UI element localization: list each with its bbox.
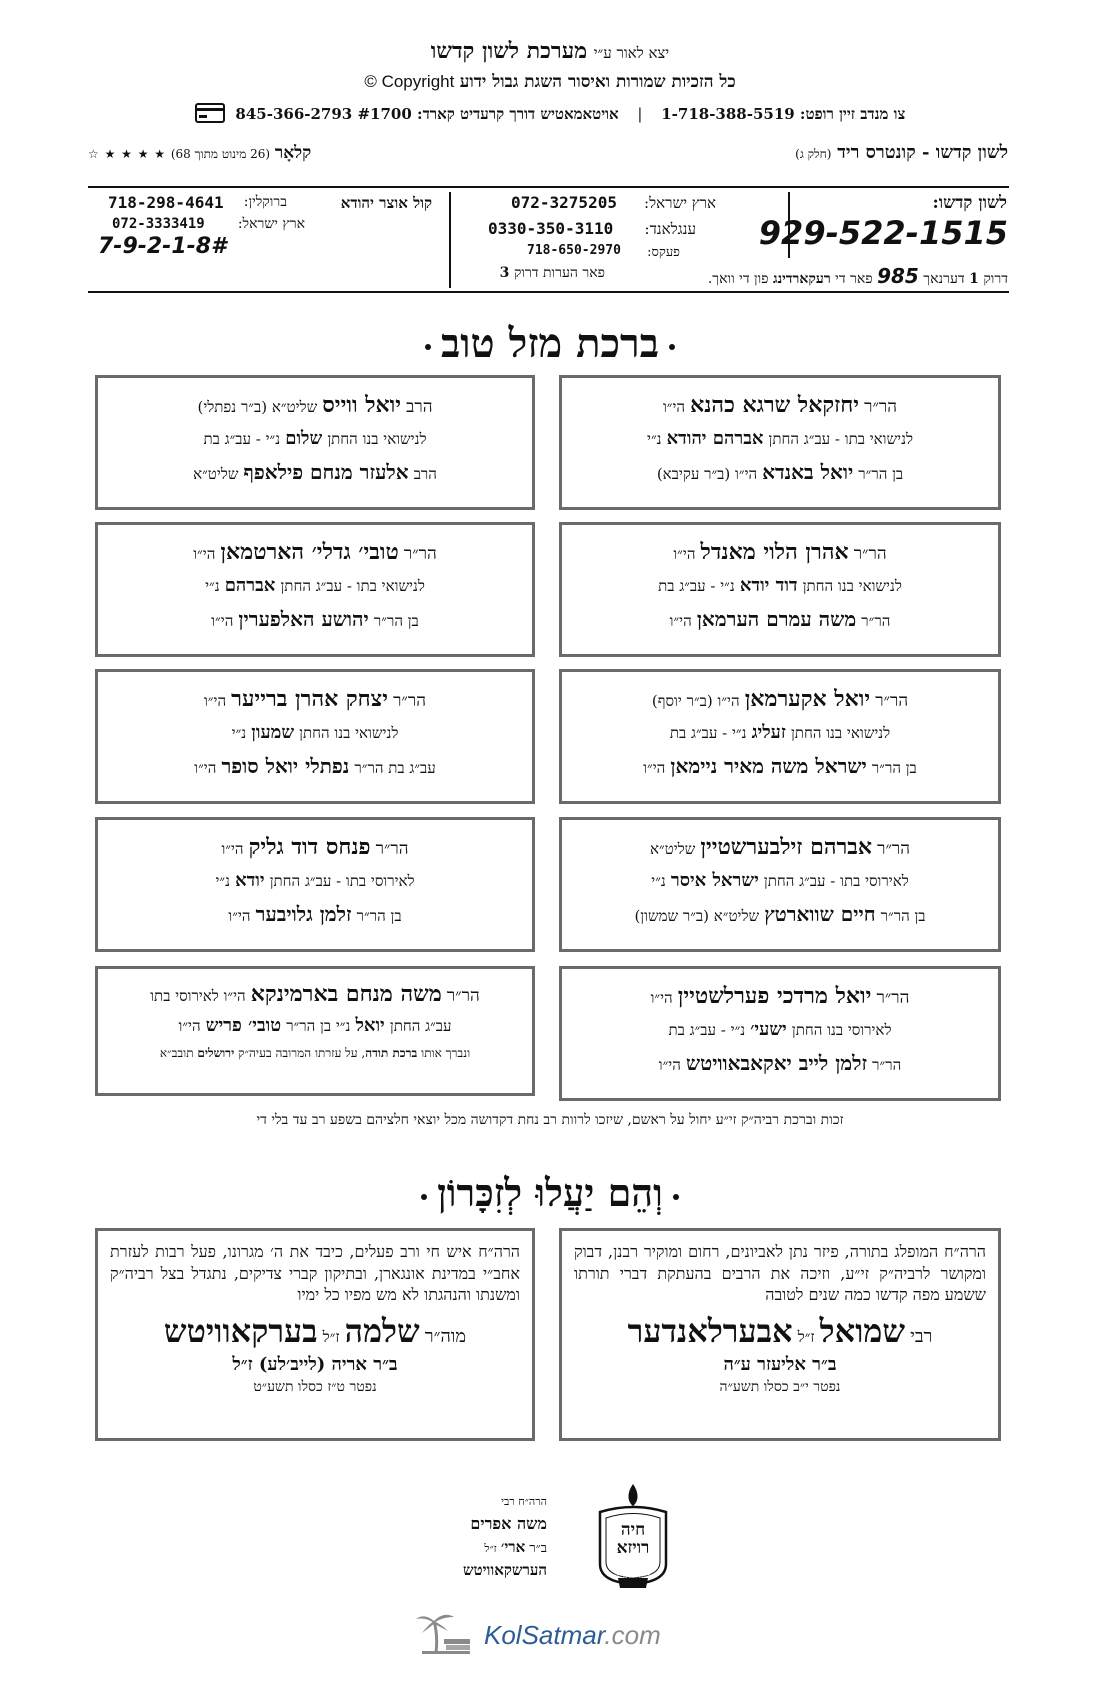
box-text-l3_name: נפתלי יואל סופר [221, 754, 350, 778]
donate-separator: | [637, 105, 643, 123]
publisher-name: מערכת לשון קדשו [430, 38, 588, 64]
box-text-l1_name: אברהם זילבערשטיין [700, 834, 873, 860]
mazel-tov-box [559, 522, 1001, 657]
box-text-l1_suf: הי״ו [662, 398, 686, 416]
box-text-l2_suf: נ״י [205, 577, 220, 595]
box-text-l1_pre: הר״ר [375, 839, 409, 859]
mazel-tov-box [95, 817, 535, 952]
box-text-l2_pre: לאירוסי בתו - עב״ג החתן [269, 872, 415, 890]
box-text-l2_pre: לנישואי בנו החתן [327, 430, 427, 448]
box-text-l3_suf: הי״ו [643, 759, 666, 777]
box-text-l2_name: ישראל איסר [670, 870, 759, 891]
box-text-l3_suf: הי״ו (ב״ר עקיבא) [656, 465, 758, 483]
bullet-icon [673, 1194, 679, 1200]
box-text-l3_name: אלעזר מנחם פילאפף [243, 460, 409, 484]
box-text-l3_pre: הר״ר [872, 1056, 902, 1074]
box-text-l1_pre: הר״ר [393, 691, 427, 711]
bullet-icon [421, 1194, 427, 1200]
box-text-l1_pre: הר״ר [877, 839, 911, 859]
site-link[interactable] [484, 1620, 661, 1651]
box-text-l2_suf: נ״י [651, 872, 666, 890]
logo-text-1: חיה [620, 1520, 646, 1540]
divider-v2 [449, 192, 451, 288]
box-text-l1_pre: הר״ר [853, 544, 887, 564]
box-text-l1_suf: הי״ו [203, 692, 227, 710]
mazel-tov-box [95, 375, 535, 510]
box-text-l3_pre: בן הר״ר [858, 465, 904, 483]
box-text-l1_suf: שליט״א (ב״ר נפתלי) [197, 398, 318, 416]
box-text-l3_suf: שליט״א (ב״ר שמשון) [634, 907, 760, 925]
box-text-l3_name: זלמן לייב יאקאבאוויטש [685, 1051, 868, 1075]
memorial-title: וְהֵם יַעֲלוּ לְזִכָּרוֹן [0, 1170, 1100, 1216]
mazel-tov-box [95, 669, 535, 804]
box-text-l2_suf: נ״י [231, 724, 247, 742]
box-text-l3_pre: בן הר״ר [373, 612, 419, 630]
box-text-l2_name: דוד יודא [739, 575, 798, 596]
box-text-l1_pre: הרב [406, 397, 433, 417]
england-phone[interactable]: 0330-350-3110 [488, 219, 614, 238]
box-text-l1_name: יואל אקערמאן [744, 686, 871, 712]
box-text-l3_pre: הר״ר [861, 612, 891, 630]
israel2-phone[interactable]: 072-3333419 [112, 216, 205, 232]
box-text-l1_name: אהרן הלוי מאנדל [700, 539, 849, 565]
mazel-tov-box-special: הר״ר משה מנחם בארמינקא הי״ו לאירוסי בתו עב״ג החתן יואל נ״י בן הר״ר טובי׳ פריש הי״ו ונברך אותו ברכת תודה, על עזרתו המרובה בעיה״ק ירושלים תובב״א [95, 966, 535, 1096]
site-name: KolSatmar [484, 1620, 605, 1650]
box-text-l3_pre: בן הר״ר [871, 759, 917, 777]
box-text-l3_pre: עב״ג בת הר״ר [354, 759, 436, 777]
copyright-text: Copyright © [364, 72, 455, 91]
box-text-l3_name: ישראל משה מאיר ניימאן [670, 754, 867, 778]
box-text-l1_pre: הר״ר [875, 691, 909, 711]
box-text-l3_suf: הי״ו [228, 907, 251, 925]
clear-rating [88, 143, 311, 163]
box-text-l1_pre: הר״ר [864, 397, 898, 417]
box-text-l2_pre: לנישואי בנו החתן [790, 724, 891, 742]
box-text-l3_pre: בן הר״ר [880, 907, 926, 925]
instructions-mid: פאר הערות דרוק 3 [499, 265, 605, 281]
box-text-l2_pre: לנישואי בתו - עב״ג החתן [280, 577, 425, 595]
box-text-l2_suf: נ״י - עב״ג בת [669, 724, 747, 742]
box-text-l3_name: יהושע האלפערין [238, 607, 369, 631]
memorial-box-right: הרה״ח המופלג בתורה, פיזר נתן לאביונים, רחום ומוקיר רבנן, דבוק ומקושר לרביה״ק זי״ע, וזיכה את הרבים בהעתקת דברי תורתו ששמע מפה קדשו כמה שנים לטובה רבי שמואל ז״ל אבערלאנדער ב״ר אליעזר ע״ה נפטר י״ב כסלו תשע״ה [559, 1228, 1001, 1441]
box-text-l3_suf: הי״ו [669, 612, 692, 630]
brooklyn-phone[interactable]: 718-298-4641 [108, 193, 224, 212]
box-text-l1_suf: הי״ו (ב״ר יוסף) [651, 692, 740, 710]
box-text-l3_name: חיים שווארטץ [764, 902, 876, 926]
palm-tree-icon [414, 1609, 474, 1655]
publisher-prefix: יצא לאור ע״י [593, 44, 670, 62]
box-text-l1_name: יואל מרדכי פערלשטיין [677, 983, 872, 1009]
box-text-l2_pre: לנישואי בנו החתן [802, 577, 902, 595]
rights-text: כל הזכיות שמורות ואיסור השגת גבול ידוע [459, 72, 736, 92]
dial-code: 7-9-2-1-8# [98, 234, 227, 259]
box-text-l3_pre: בן הר״ר [356, 907, 402, 925]
mazel-tov-box [559, 375, 1001, 510]
clear-label: קלאָר [274, 143, 312, 163]
donate-phone: צו מנדב זיין רופט: 1-718-388-5519 [661, 105, 906, 123]
memorial-right-father: ב״ר אליעזר ע״ה [723, 1353, 837, 1375]
copyright-line [0, 72, 1100, 92]
bullet-icon [425, 344, 431, 350]
star-rating-icon: ★ ★ ★ ★ ☆ [88, 147, 167, 161]
fax-phone[interactable]: 718-650-2970 [527, 243, 621, 258]
israel-label: ארץ ישראל: [644, 194, 716, 212]
box-text-l2_suf: נ״י [647, 430, 662, 448]
box-text-l2_name: זעליג [751, 722, 786, 743]
mazel-tov-title: ברכת מזל טוב [0, 320, 1100, 367]
box-text-l3_name: יואל באנדא [762, 460, 854, 484]
memorial-right-date: נפטר י״ב כסלו תשע״ה [719, 1378, 841, 1395]
box-text-l2_suf: נ״י [215, 872, 230, 890]
box-text-l2_pre: לאירוסי בתו - עב״ג החתן [763, 872, 909, 890]
box-text-l3_pre: הרב [413, 465, 437, 483]
box-text-l1_suf: הי״ו [650, 989, 673, 1007]
box-text-l1_name: יצחק אהרן ברייער [231, 686, 388, 712]
memorial-box-left: הרה״ח איש חי ורב פעלים, כיבד את ה׳ מגרונו, פעל רבות לעזרת אחב״י במדינת אונגארן, ובתיקון קברי צדיקים, נתגדל בצל רביה״ק ומשנתו והנהגתו לא מש מפיו כל ימיו מוה״ר שלמה ז״ל בערקאוויטש ב״ר אריה (לייב׳לע) ז״ל נפטר ט״ז כסלו תשע״ט [95, 1228, 535, 1441]
box-text-l2_suf: נ״י - עב״ג בת [668, 1021, 746, 1039]
donate-card: אויטאמאטיש דורך קרעדיט קארד: #1700 845-366-2793 [235, 105, 619, 123]
box-text-l1_pre: הר״ר [876, 988, 910, 1008]
memorial-right-text: הרה״ח המופלג בתורה, פיזר נתן לאביונים, רחום ומוקיר רבנן, דבוק ומקושר לרביה״ק זי״ע, וזיכה את הרבים בהעתקת דברי תורתו ששמע מפה קדשו כמה שנים לטובה [574, 1242, 986, 1305]
box-text-l2_name: יודא [235, 870, 265, 891]
mazel-tov-box [559, 669, 1001, 804]
brooklyn-label: ברוקלין: [243, 194, 287, 210]
mazel-tov-box [559, 817, 1001, 952]
blessing-line: זכות וברכת רביה״ק זי״ע יחול על ראשם, שיזכו לרוות רב נחת דקדושה מכל יוצאי חלציהם בשפע רב עד בלי די [256, 1112, 844, 1128]
box-text-l3_suf: הי״ו [194, 759, 217, 777]
box-text-l3_name: זלמן גלויבער [255, 902, 352, 926]
box-text-l1_suf: הי״ו [193, 545, 216, 563]
kol-label: קול אוצר יהודא [340, 194, 432, 212]
bullet-icon [669, 344, 675, 350]
israel-phone[interactable]: 072-3275205 [511, 193, 617, 212]
box-text-l1_suf: הי״ו [673, 545, 696, 563]
box-text-l2_name: ישעי׳ [750, 1019, 787, 1040]
box-text-l3_name: משה עמרם הערמאן [696, 607, 857, 631]
mazel-tov-box [95, 522, 535, 657]
mazel-tov-box [559, 966, 1001, 1101]
box-text-l1_name: פנחס דוד גליק [248, 834, 371, 860]
logo-text-2: רויזא [616, 1537, 650, 1558]
publisher-line [0, 38, 1100, 64]
lk-label: לשון קדשו: [932, 193, 1007, 213]
box-text-l2_pre: לנישואי בנו החתן [299, 724, 399, 742]
memorial-candle-logo [588, 1478, 678, 1590]
box-text-l3_suf: הי״ו [658, 1056, 681, 1074]
box-text-l2_name: אברהם [224, 575, 276, 596]
memorial-left-text: הרה״ח איש חי ורב פעלים, כיבד את ה׳ מגרונו, פעל רבות לעזרת אחב״י במדינת אונגארן, ובתיקון קברי צדיקים, נתגדל בצל רביה״ק ומשנתו והנהגתו לא מש מפיו כל ימיו [110, 1242, 521, 1305]
box-text-l2_name: שלום [285, 428, 323, 449]
sponsor-block: הרה״ח רבי משה אפרים ב״ר ארי׳ ז״ל הערשקאוויטש [462, 1495, 547, 1579]
box-text-l2_pre: לאירוסי בנו החתן [791, 1021, 892, 1039]
box-text-l2_name: אברהם יהודא [666, 428, 764, 449]
credit-card-icon [195, 103, 225, 127]
fax-label: פעקס: [647, 245, 680, 260]
england-label: ענגלאנד: [644, 220, 696, 238]
box-text-l1_name: יואל ווייס [322, 392, 402, 418]
memorial-left-date: נפטר ט״ז כסלו תשע״ט [253, 1378, 377, 1395]
donate-line [0, 103, 1100, 127]
divider-bottom [88, 291, 1009, 293]
box-text-l2_name: שמעון [251, 722, 295, 743]
clear-minutes: (26 מינוט מתוך 68) [170, 147, 271, 161]
box-text-l2_suf: נ״י - עב״ג בת [658, 577, 735, 595]
box-text-l1_suf: הי״ו [221, 840, 244, 858]
lk-phone[interactable]: 929-522-1515 [758, 214, 1008, 252]
logo-ring-text: חיה רויזא פריש [615, 1573, 651, 1580]
issue-part: (חלק ג) [795, 147, 832, 161]
box-text-l1_name: יחזקאל שרגא כהנא [690, 392, 860, 418]
box-text-l3_suf: שליט״א [193, 465, 239, 483]
box-text-l1_name: טובי׳ גדלי׳ הארטמאן [220, 539, 399, 565]
site-tld: .com [604, 1620, 661, 1650]
memorial-left-father: ב״ר אריה (לייב׳לע) ז״ל [232, 1353, 398, 1375]
box-text-l3_suf: הי״ו [211, 612, 234, 630]
instructions-right: דרוק 1 דערנאך 985 פאר די רעקארדינג פון די וואך. [707, 264, 1008, 288]
israel2-label: ארץ ישראל: [237, 216, 305, 232]
divider-top [88, 186, 1009, 188]
box-text-l1_suf: שליט״א [649, 840, 696, 858]
issue-title: לשון קדשו - קונטרס ריד (חלק ג) [795, 142, 1008, 163]
box-text-l2_suf: נ״י - עב״ג בת [203, 430, 281, 448]
box-text-l2_pre: לנישואי בתו - עב״ג החתן [768, 430, 913, 448]
box-text-l1_pre: הר״ר [403, 544, 437, 564]
